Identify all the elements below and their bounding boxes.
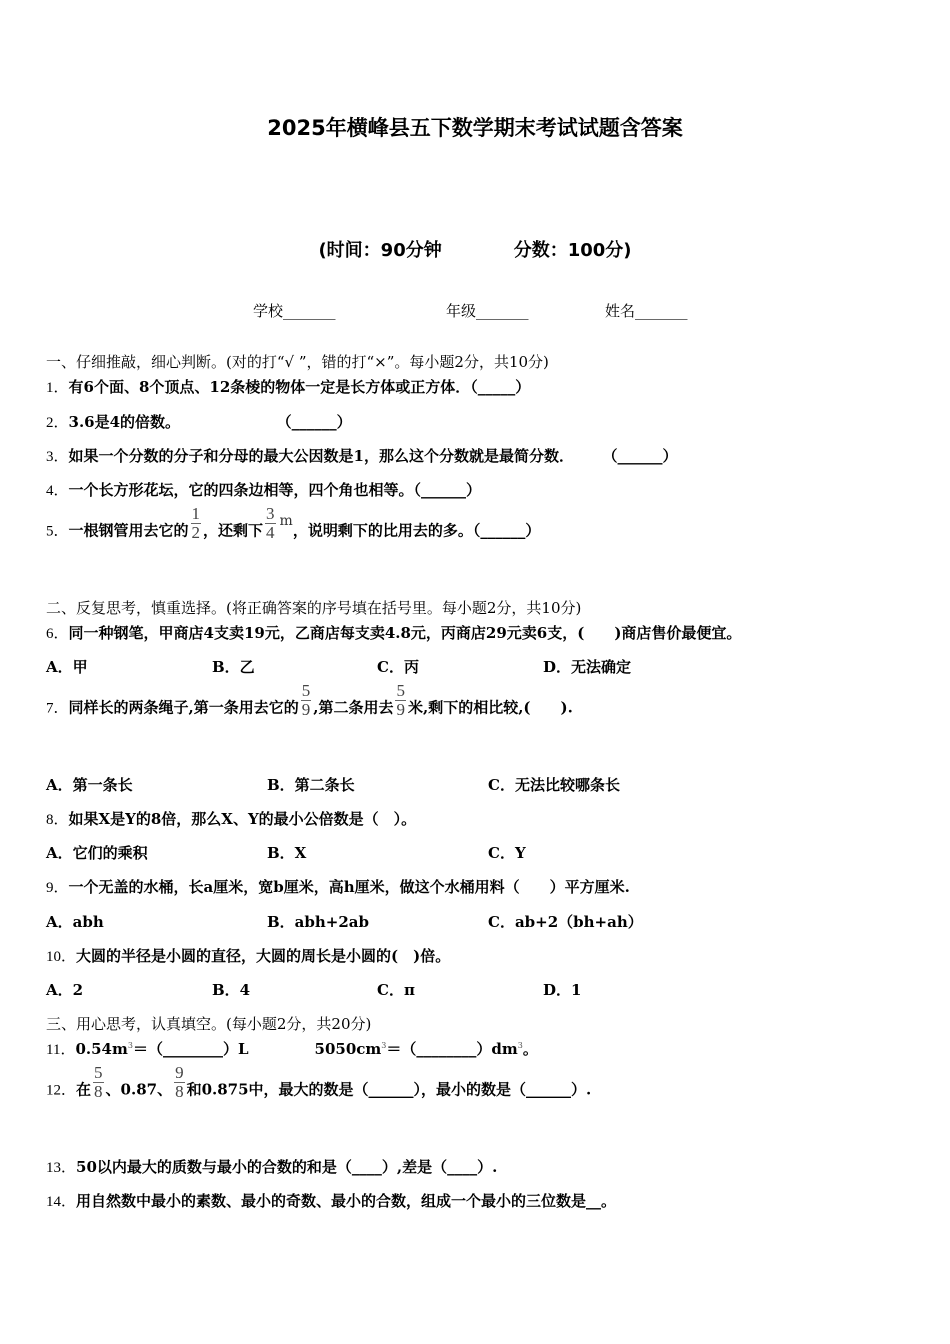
option-b: B．X <box>267 844 307 862</box>
question-text: 一根钢管用去它的 <box>68 521 189 540</box>
question-7: 7．同样长的两条绳子,第一条用去它的 $\frac{5}{9}$ ,第二条用去 $\frac{5}{9}$ 米,剩下的相比较,( ). <box>46 681 573 719</box>
fraction: $\frac{9}{8}$ <box>175 1063 184 1101</box>
question-5: 5．一根钢管用去它的 $\frac{1}{2}$ ，还剩下 $\frac{3}{4}$ m，说明剩下的比用去的多。（______） <box>46 504 541 542</box>
option-a: A．甲 <box>46 658 88 676</box>
unit-label: m <box>279 513 293 530</box>
section-3-heading: 三、用心思考，认真填空。(每小题2分，共20分) <box>46 1015 372 1033</box>
question-text: 一个长方形花坛，它的四条边相等，四个角也相等。（______） <box>68 481 482 499</box>
question-3 <box>46 445 677 466</box>
question-text: 如果X是Y的8倍，那么X、Y的最小公倍数是（ ）。 <box>68 810 417 828</box>
question-number: 10． <box>46 949 77 965</box>
name-field: 姓名_______ <box>605 302 688 320</box>
option-c: C．π <box>377 981 415 999</box>
option-c: C．Y <box>488 844 526 862</box>
fraction: $\frac{5}{9}$ <box>301 681 311 719</box>
question-number: 3． <box>46 449 69 465</box>
question-text: 3.6是4的倍数。 <box>68 413 181 431</box>
question-11: 11．$0.54m^3=(\_\_\_\_\_\_\_\_)L$ $5050cm^3=(\_\_\_\_\_\_\_\_)dm^3$。 <box>46 1040 538 1058</box>
question-number: 12． <box>46 1082 77 1099</box>
question-8 <box>46 808 416 829</box>
question-text: 同样长的两条绳子,第一条用去它的 <box>68 698 299 717</box>
option-b: B．第二条长 <box>267 776 355 794</box>
exam-info <box>0 236 950 262</box>
question-text: 同一种钢笔，甲商店4支卖19元，乙商店每支卖4.8元，丙商店29元卖6支，( )商店售价最便宜。 <box>68 624 742 642</box>
question-number: 2． <box>46 415 69 431</box>
question-number: 4． <box>46 483 69 499</box>
question-text: 如果一个分数的分子和分母的最大公因数是1，那么这个分数就是最简分数． <box>68 447 574 465</box>
option-a: A．第一条长 <box>46 776 133 794</box>
option-b: B．4 <box>212 981 251 999</box>
question-number: 7． <box>46 700 69 717</box>
option-b: B．乙 <box>212 658 255 676</box>
question-6 <box>46 622 741 643</box>
option-a: A．2 <box>46 981 84 999</box>
question-text: 50以内最大的质数与最小的合数的和是（____）,差是（____）. <box>76 1158 498 1176</box>
option-d: D．无法确定 <box>543 658 632 676</box>
fraction: $\frac{5}{8}$ <box>94 1063 103 1101</box>
question-9 <box>46 876 630 897</box>
question-number: 14． <box>46 1194 77 1210</box>
question-number: 13． <box>46 1160 77 1176</box>
section-1-heading: 一、仔细推敲，细心判断。(对的打“√ ”，错的打“×”。每小题2分，共10分) <box>46 353 549 371</box>
question-10 <box>46 945 450 966</box>
question-12: 12．在 $\frac{5}{8}$ 、0.87、 $\frac{9}{8}$ 和0.875中，最大的数是（______），最小的数是（______）. <box>46 1063 592 1101</box>
question-number: 1． <box>46 380 69 396</box>
answer-blank: （______） <box>609 447 678 465</box>
exam-score: 分数：100分) <box>513 240 632 261</box>
question-14 <box>46 1190 616 1211</box>
fraction: $\frac{1}{2}$ <box>191 504 201 542</box>
section-2-heading: 二、反复思考，慎重选择。(将正确答案的序号填在括号里。每小题2分，共10分) <box>46 599 582 617</box>
question-number: 8． <box>46 812 69 828</box>
option-c: C．无法比较哪条长 <box>488 776 620 794</box>
page-title: 2025年横峰县五下数学期末考试试题含答案 <box>267 116 683 140</box>
fraction: $\frac{3}{4}$ <box>266 504 275 542</box>
grade-field: 年级_______ <box>446 302 529 320</box>
answer-blank: （______） <box>284 413 352 431</box>
question-number: 5． <box>46 523 69 540</box>
option-c: C．丙 <box>377 658 419 676</box>
school-field: 学校_______ <box>253 302 336 320</box>
question-13 <box>46 1156 497 1177</box>
exam-time: (时间：90分钟 <box>318 240 442 261</box>
option-c: C．ab+2（bh+ah） <box>488 913 643 931</box>
question-text: 有6个面、8个顶点、12条棱的物体一定是长方体或正方体．（_____） <box>68 378 531 396</box>
question-text: 一个无盖的水桶，长a厘米，宽b厘米，高h厘米，做这个水桶用料（ ）平方厘米. <box>68 878 630 896</box>
question-number: 9． <box>46 880 69 896</box>
question-text: 用自然数中最小的素数、最小的奇数、最小的合数，组成一个最小的三位数是__。 <box>76 1192 617 1210</box>
option-b: B．abh+2ab <box>267 913 370 931</box>
option-a: A．它们的乘积 <box>46 844 148 862</box>
fraction: $\frac{5}{9}$ <box>396 681 405 719</box>
question-text: 大圆的半径是小圆的直径，大圆的周长是小圆的( )倍。 <box>76 947 451 965</box>
option-a: A．abh <box>46 913 104 931</box>
question-number: 6． <box>46 626 69 642</box>
option-d: D．1 <box>543 981 582 999</box>
question-number: 11． <box>46 1042 76 1058</box>
question-4 <box>46 479 481 500</box>
question-2 <box>46 411 352 432</box>
question-1 <box>46 376 530 397</box>
